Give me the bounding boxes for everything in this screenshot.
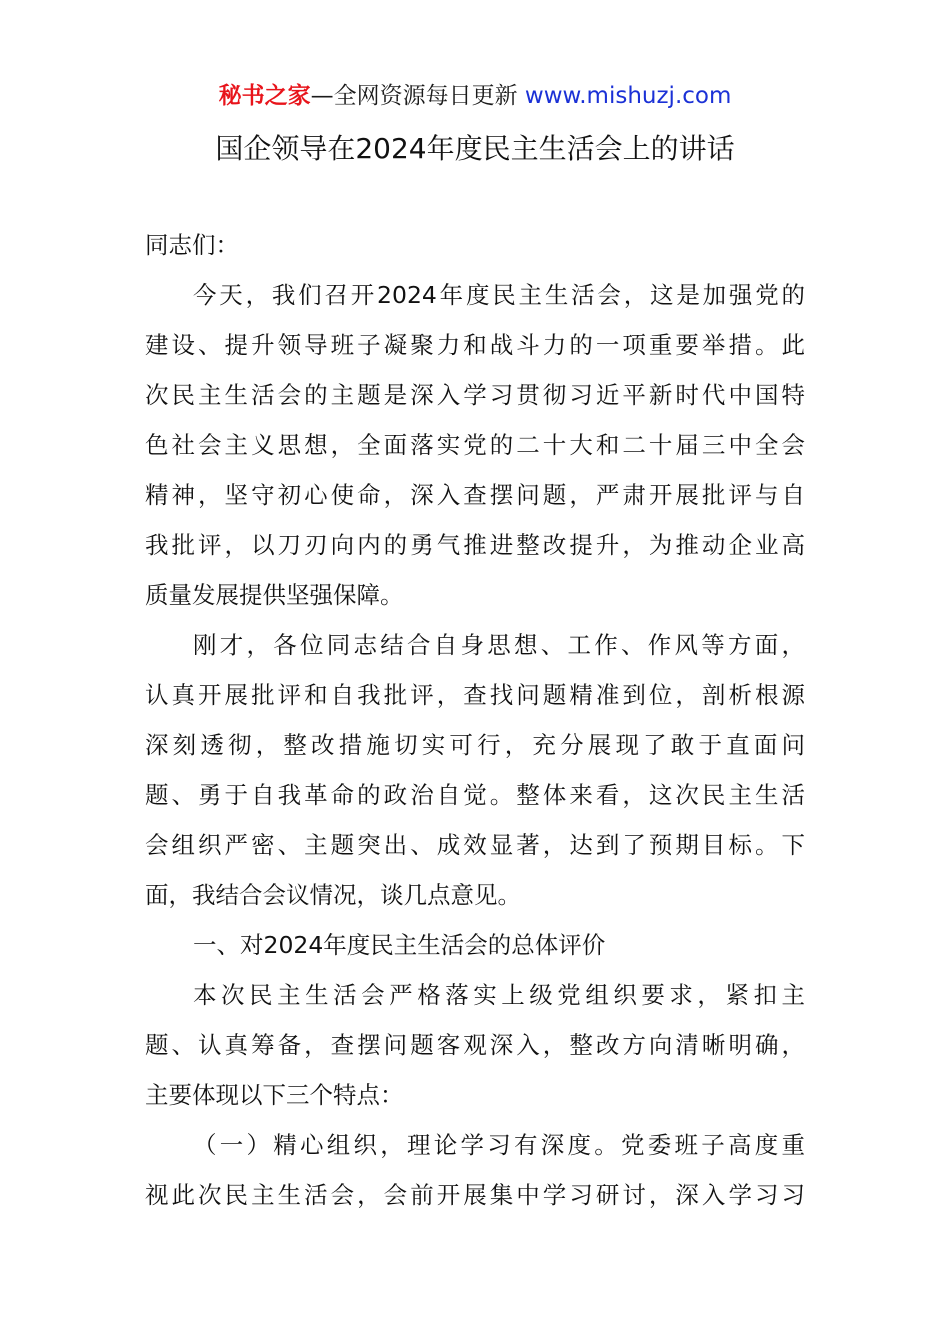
paragraph-intro-line: 精神，坚守初心使命，深入查摆问题，严肃开展批评与自 bbox=[145, 481, 805, 509]
paragraph-review-line: 会组织严密、主题突出、成效显著，达到了预期目标。下 bbox=[145, 831, 805, 859]
paragraph-review-line: 认真开展批评和自我批评，查找问题精准到位，剖析根源 bbox=[145, 681, 805, 709]
document-title: 国企领导在2024年度民主生活会上的讲话 bbox=[215, 132, 735, 165]
paragraph-intro-line: 质量发展提供坚强保障。 bbox=[145, 581, 404, 609]
paragraph-point-1-line: 视此次民主生活会，会前开展集中学习研讨，深入学习习 bbox=[145, 1181, 805, 1209]
paragraph-review-line: 刚才，各位同志结合自身思想、工作、作风等方面， bbox=[193, 631, 805, 659]
paragraph-review-line: 题、勇于自我革命的政治自觉。整体来看，这次民主生活 bbox=[145, 781, 805, 809]
site-url-link[interactable]: www.mishuzj.com bbox=[524, 83, 732, 109]
paragraph-intro-line: 我批评，以刀刃向内的勇气推进整改提升，为推动企业高 bbox=[145, 531, 805, 559]
paragraph-point-1-line: （一）精心组织，理论学习有深度。党委班子高度重 bbox=[193, 1131, 805, 1159]
paragraph-intro-line: 建设、提升领导班子凝聚力和战斗力的一项重要举措。此 bbox=[145, 331, 805, 359]
paragraph-review-line: 面，我结合会议情况，谈几点意见。 bbox=[145, 881, 521, 909]
brand-name: 秘书之家 bbox=[218, 83, 311, 109]
section-heading-1-line: 一、对2024年度民主生活会的总体评价 bbox=[193, 931, 606, 959]
paragraph-review-line: 深刻透彻，整改措施切实可行，充分展现了敢于直面问 bbox=[145, 731, 805, 759]
paragraph-intro-line: 今天，我们召开2024年度民主生活会，这是加强党的 bbox=[193, 281, 805, 309]
paragraph-evaluation-line: 主要体现以下三个特点： bbox=[145, 1081, 404, 1109]
banner-tagline: —全网资源每日更新 bbox=[310, 83, 518, 109]
site-banner bbox=[0, 80, 950, 112]
paragraph-evaluation-line: 题、认真筹备，查摆问题客观深入，整改方向清晰明确， bbox=[145, 1031, 805, 1059]
paragraph-evaluation-line: 本次民主生活会严格落实上级党组织要求，紧扣主 bbox=[193, 981, 805, 1009]
salutation: 同志们： bbox=[145, 231, 239, 259]
paragraph-intro-line: 次民主生活会的主题是深入学习贯彻习近平新时代中国特 bbox=[145, 381, 805, 409]
document-body bbox=[145, 220, 805, 1220]
paragraph-intro-line: 色社会主义思想，全面落实党的二十大和二十届三中全会 bbox=[145, 431, 805, 459]
